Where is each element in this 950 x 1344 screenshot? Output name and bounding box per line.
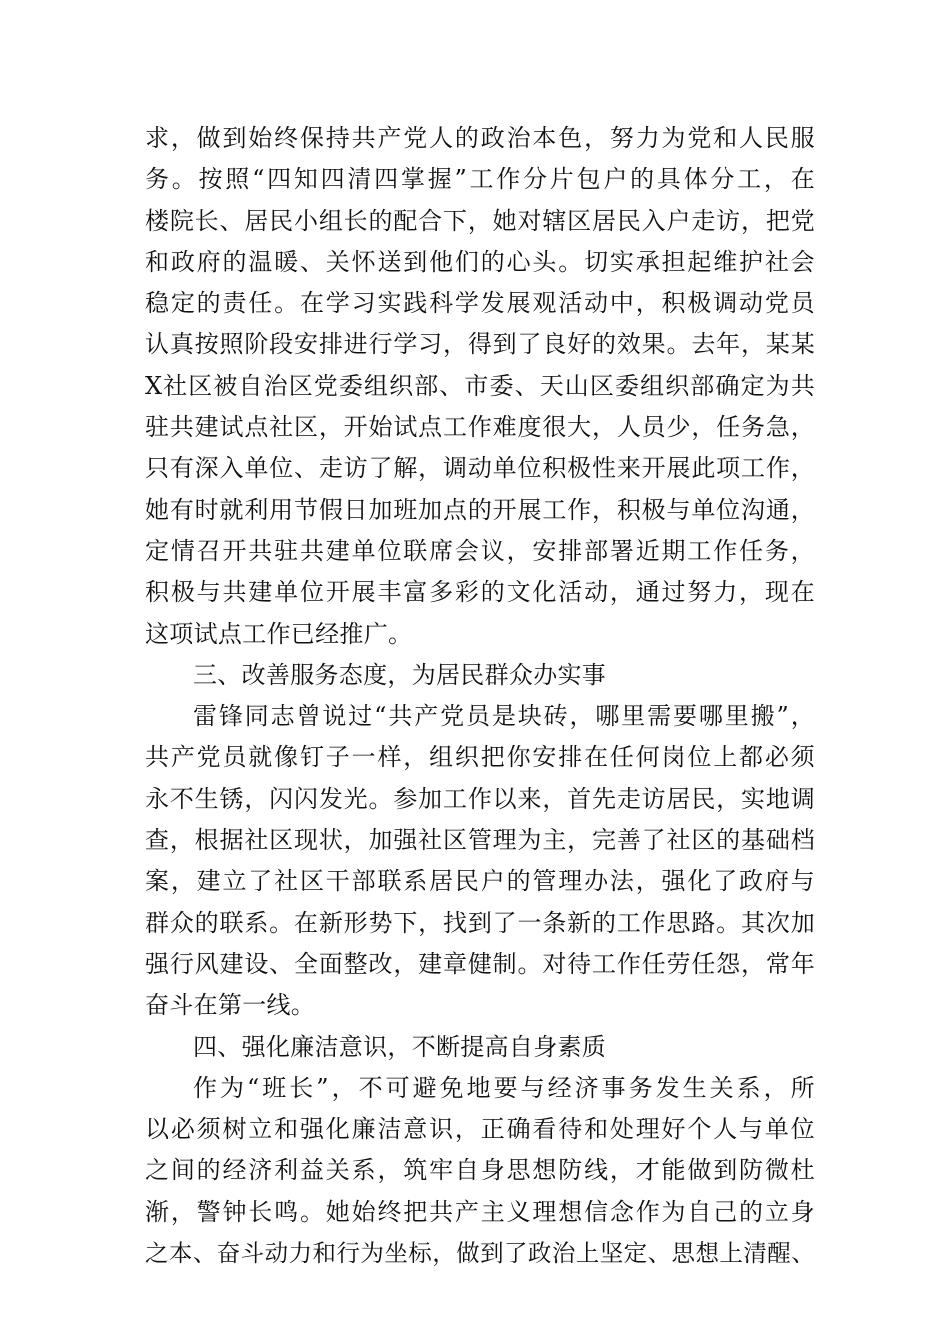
text-line: 之本、奋斗动力和行为坐标，做到了政治上坚定、思想上清醒、 [145, 1239, 815, 1268]
text-line: 稳定的责任。在学习实践科学发展观活动中，积极调动党员 [145, 289, 815, 318]
text-line: 之间的经济利益关系，筑牢自身思想防线，才能做到防微杜 [145, 1156, 815, 1185]
text-line: 定情召开共驻共建单位联席会议，安排部署近期工作任务， [145, 536, 815, 565]
text-line: 认真按照阶段安排进行学习，得到了良好的效果。去年，某某 [145, 330, 815, 359]
text-line: 她有时就利用节假日加班加点的开展工作，积极与单位沟通， [145, 495, 815, 524]
text-line: 驻共建试点社区，开始试点工作难度很大，人员少，任务急， [145, 413, 815, 442]
text-line: 这项试点工作已经推广。 [145, 619, 413, 648]
section-heading: 四、强化廉洁意识，不断提高自身素质 [193, 1032, 607, 1061]
text-line: 案，建立了社区干部联系居民户的管理办法，强化了政府与 [145, 867, 815, 896]
text-line: 雷锋同志曾说过“共产党员是块砖，哪里需要哪里搬”， [193, 702, 815, 731]
document-body [145, 118, 815, 1274]
text-line: 永不生锈，闪闪发光。参加工作以来，首先走访居民，实地调 [145, 784, 815, 813]
text-line: 共产党员就像钉子一样，组织把你安排在任何岗位上都必须 [145, 743, 815, 772]
section-heading: 三、改善服务态度，为居民群众办实事 [193, 660, 607, 689]
text-line: 强行风建设、全面整改，建章健制。对待工作任劳任怨，常年 [145, 949, 815, 978]
text-line: 奋斗在第一线。 [145, 991, 316, 1020]
text-line: 求，做到始终保持共产党人的政治本色，努力为党和人民服 [145, 124, 815, 152]
text-line: 务。按照“四知四清四掌握”工作分片包户的具体分工，在 [145, 165, 815, 194]
text-line: 积极与共建单位开展丰富多彩的文化活动，通过努力，现在 [145, 578, 815, 607]
text-line: X社区被自治区党委组织部、市委、天山区委组织部确定为共 [145, 371, 815, 400]
text-line: 只有深入单位、走访了解，调动单位积极性来开展此项工作， [145, 454, 815, 483]
text-line: 楼院长、居民小组长的配合下，她对辖区居民入户走访，把党 [145, 206, 815, 235]
text-line: 作为“班长”，不可避免地要与经济事务发生关系，所 [193, 1073, 815, 1102]
text-line: 渐，警钟长鸣。她始终把共产主义理想信念作为自己的立身 [145, 1197, 815, 1226]
text-line: 查，根据社区现状，加强社区管理为主，完善了社区的基础档 [145, 826, 815, 855]
text-line: 群众的联系。在新形势下，找到了一条新的工作思路。其次加 [145, 908, 815, 937]
text-line: 和政府的温暖、关怀送到他们的心头。切实承担起维护社会 [145, 247, 815, 276]
text-line: 以必须树立和强化廉洁意识，正确看待和处理好个人与单位 [145, 1115, 815, 1144]
